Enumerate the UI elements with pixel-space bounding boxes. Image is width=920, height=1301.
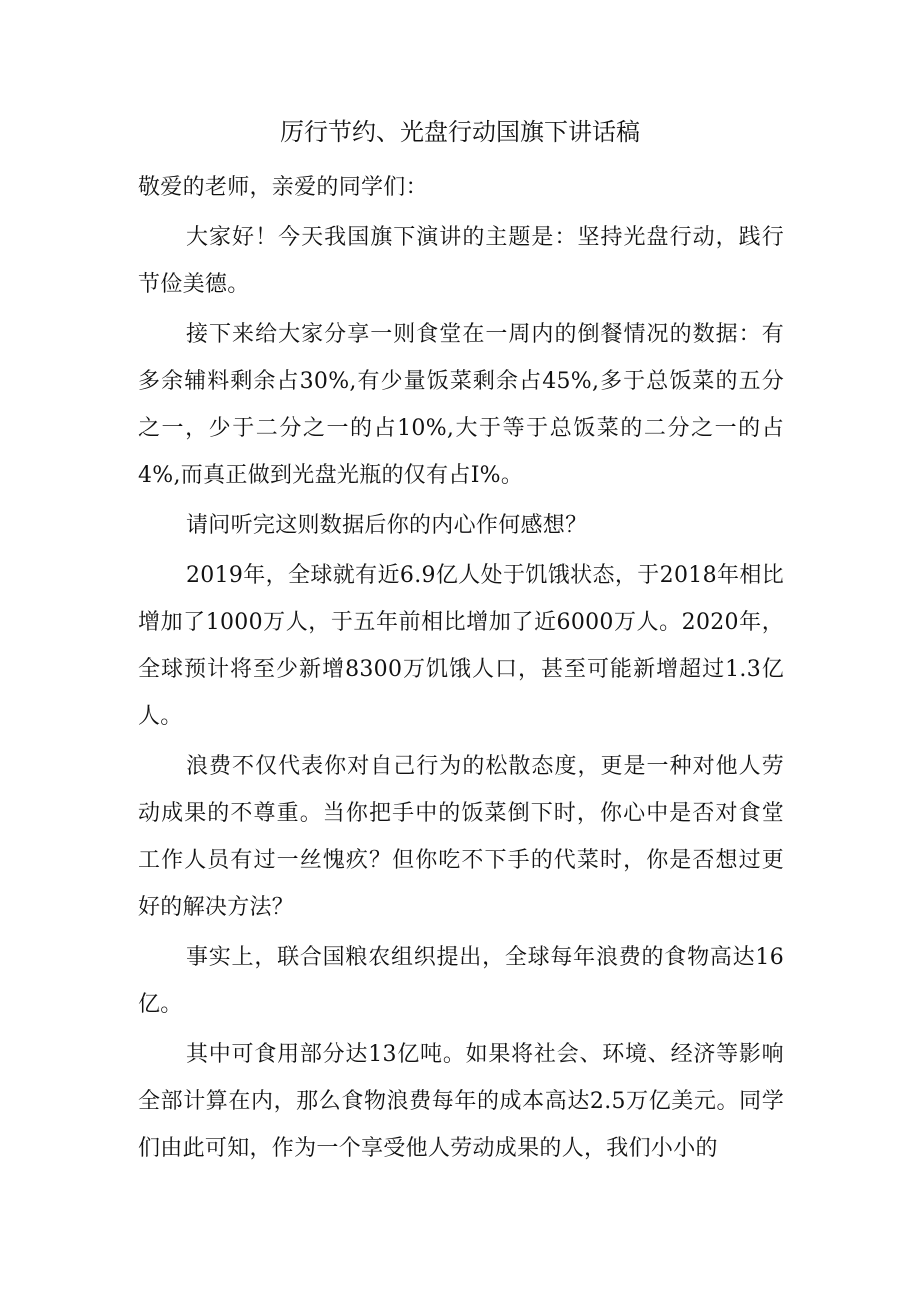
paragraph-fao-fact: 事实上，联合国粮农组织提出，全球每年浪费的食物高达16亿。 bbox=[138, 945, 784, 1017]
paragraph-hunger-statistics: 2019年，全球就有近6.9亿人处于饥饿状态，于2018年相比增加了1000万人，于五年前相比增加了近6000万人。2020年，全球预计将至少新增8300万饥饿人口，甚至可能新增超过1.3亿人。 bbox=[138, 563, 784, 729]
paragraph-cafeteria-data: 接下来给大家分享一则食堂在一周内的倒餐情况的数据：有多余辅料剩余占30%,有少量饭菜剩余占45%,多于总饭菜的五分之一，少于二分之一的占10%,大于等于总饭菜的二分之一的占4%,而真正做到光盘光瓶的仅有占I%。 bbox=[138, 322, 784, 488]
paragraph-greeting: 大家好！今天我国旗下演讲的主题是：坚持光盘行动，践行节俭美德。 bbox=[138, 225, 784, 297]
paragraph-question: 请问听完这则数据后你的内心作何感想？ bbox=[186, 513, 588, 538]
salutation: 敬爱的老师，亲爱的同学们： bbox=[138, 175, 428, 200]
paragraph-waste-respect: 浪费不仅代表你对自己行为的松散态度，更是一种对他人劳动成果的不尊重。当你把手中的饭菜倒下时，你心中是否对食堂工作人员有过一丝愧疚？但你吃不下手的代菜时，你是否想过更好的解决方法？ bbox=[138, 754, 784, 920]
paragraph-edible-cost: 其中可食用部分达13亿吨。如果将社会、环境、经济等影响全部计算在内，那么食物浪费每年的成本高达2.5万亿美元。同学们由此可知，作为一个享受他人劳动成果的人，我们小小的 bbox=[138, 1042, 784, 1161]
document-body bbox=[138, 164, 784, 1172]
document-title: 厉行节约、光盘行动国旗下讲话稿 bbox=[280, 118, 640, 146]
